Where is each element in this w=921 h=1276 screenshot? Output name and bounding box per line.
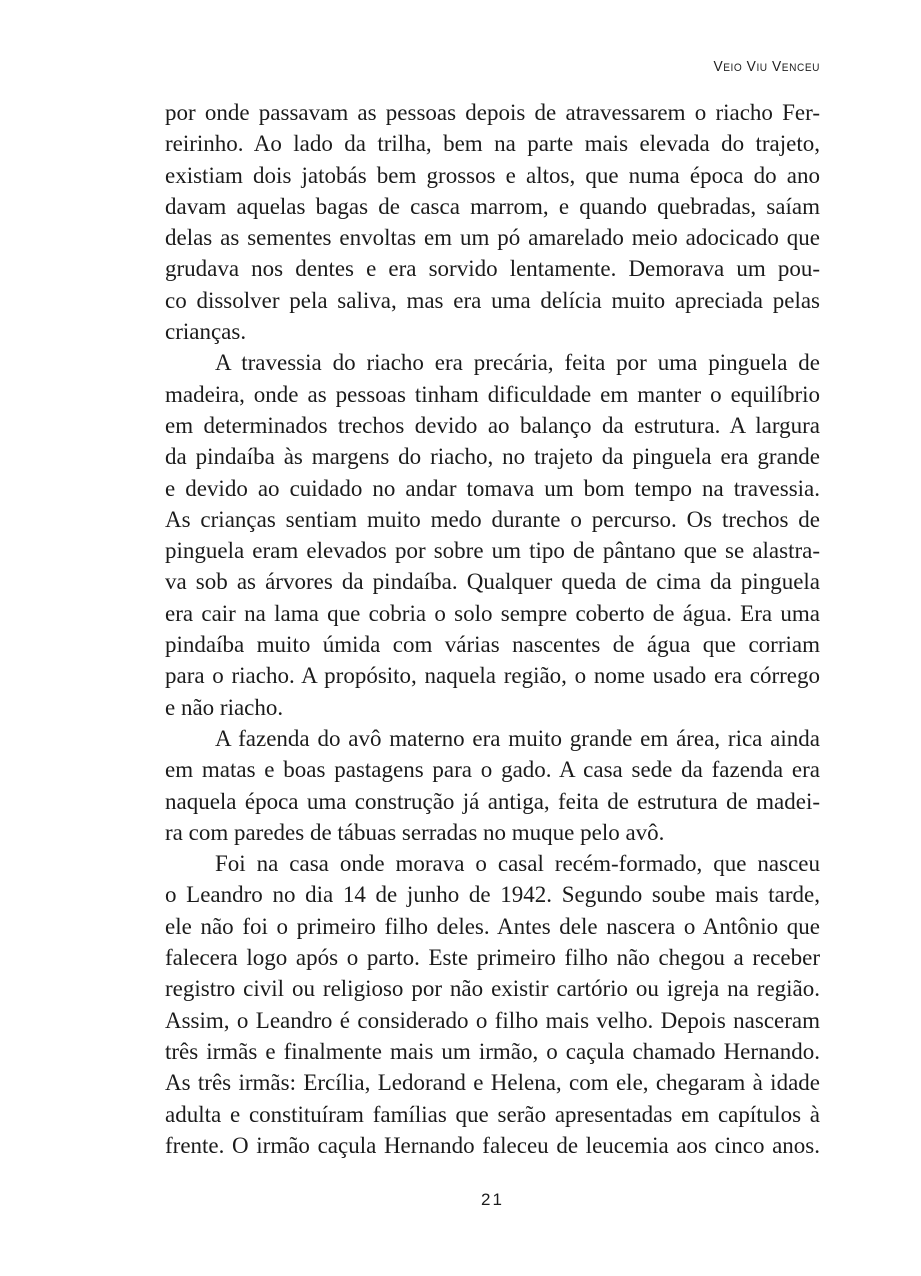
text-line: o Leandro no dia 14 de junho de 1942. Segundo soube mais tarde, <box>165 882 820 908</box>
text-line: grudava nos dentes e era sorvido lentamente. Demorava um pou- <box>165 256 820 282</box>
text-line: ele não foi o primeiro filho deles. Antes dele nascera o Antônio que <box>165 913 820 939</box>
text-line: três irmãs e finalmente mais um irmão, o caçula chamado Hernando. <box>165 1038 820 1064</box>
body-text <box>165 97 820 1161</box>
text-line: ra com paredes de tábuas serradas no muque pelo avô. <box>165 819 665 845</box>
text-line: e não riacho. <box>165 694 284 720</box>
text-line: naquela época uma construção já antiga, feita de estrutura de madei- <box>165 788 820 814</box>
text-line: registro civil ou religioso por não existir cartório ou igreja na região. <box>165 976 820 1002</box>
text-line: existiam dois jatobás bem grossos e altos, que numa época do ano <box>165 162 820 188</box>
text-line: A travessia do riacho era precária, feita por uma pinguela de <box>215 350 820 376</box>
page-number: 21 <box>481 1190 504 1209</box>
text-line: falecera logo após o parto. Este primeiro filho não chegou a receber <box>165 945 820 971</box>
text-line: As crianças sentiam muito medo durante o percurso. Os trechos de <box>165 506 820 532</box>
text-line: reirinho. Ao lado da trilha, bem na parte mais elevada do trajeto, <box>165 131 820 157</box>
text-line: Assim, o Leandro é considerado o filho mais velho. Depois nasceram <box>165 1007 820 1033</box>
text-line: para o riacho. A propósito, naquela região, o nome usado era córrego <box>165 663 820 689</box>
text-line: pinguela eram elevados por sobre um tipo de pântano que se alastra- <box>165 538 820 564</box>
text-line: da pindaíba às margens do riacho, no trajeto da pinguela era grande <box>165 444 820 470</box>
text-line: As três irmãs: Ercília, Ledorand e Helena, com ele, chegaram à idade <box>165 1070 820 1096</box>
text-line: co dissolver pela saliva, mas era uma delícia muito apreciada pelas <box>165 287 820 313</box>
text-line: em matas e boas pastagens para o gado. A casa sede da fazenda era <box>165 757 820 783</box>
text-line: adulta e constituíram famílias que serão apresentadas em capítulos à <box>165 1101 820 1127</box>
text-line: era cair na lama que cobria o solo sempre coberto de água. Era uma <box>165 600 820 626</box>
text-line: va sob as árvores da pindaíba. Qualquer queda de cima da pinguela <box>165 569 820 595</box>
text-line: madeira, onde as pessoas tinham dificuldade em manter o equilíbrio <box>165 381 820 407</box>
text-line: pindaíba muito úmida com várias nascentes de água que corriam <box>165 632 820 658</box>
text-line: por onde passavam as pessoas depois de atravessarem o riacho Fer- <box>165 100 820 125</box>
text-line: e devido ao cuidado no andar tomava um bom tempo na travessia. <box>165 475 820 501</box>
text-line: davam aquelas bagas de casca marrom, e quando quebradas, saíam <box>165 193 820 219</box>
text-line: Foi na casa onde morava o casal recém-formado, que nasceu <box>215 851 820 877</box>
text-line: A fazenda do avô materno era muito grande em área, rica ainda <box>215 725 820 751</box>
running-header: Veio Viu Venceu <box>713 58 820 75</box>
text-line: frente. O irmão caçula Hernando faleceu de leucemia aos cinco anos. <box>165 1132 820 1158</box>
text-line: crianças. <box>165 319 247 345</box>
text-line: em determinados trechos devido ao balanço da estrutura. A largura <box>165 412 820 438</box>
text-line: delas as sementes envoltas em um pó amarelado meio adocicado que <box>165 225 820 251</box>
